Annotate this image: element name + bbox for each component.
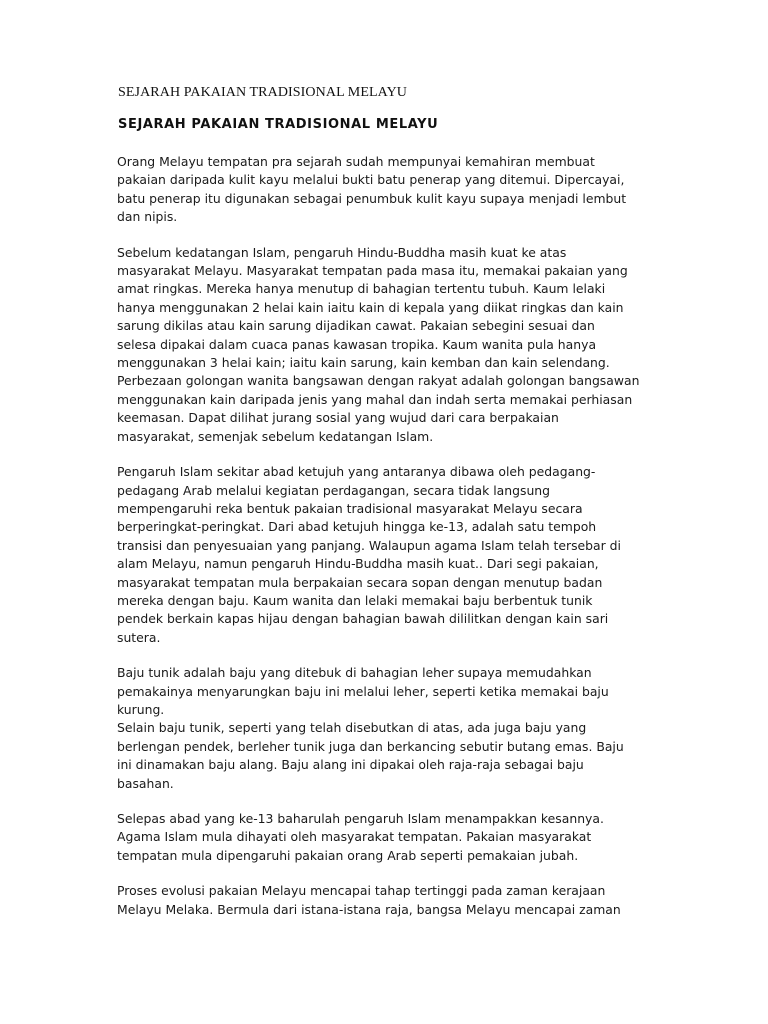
text-line: Agama Islam mula dihayati oleh masyarakat tempatan. Pakaian masyarakat xyxy=(117,829,592,845)
text-line: Baju tunik adalah baju yang ditebuk di bahagian leher supaya memudahkan xyxy=(117,665,592,681)
text-line: Perbezaan golongan wanita bangsawan dengan rakyat adalah golongan bangsawan xyxy=(117,373,640,389)
paragraph-1 xyxy=(117,153,652,227)
text-line: berlengan pendek, berleher tunik juga dan berkancing sebutir butang emas. Baju xyxy=(117,738,624,754)
text-line: menggunakan kain daripada jenis yang mahal dan indah serta memakai perhiasan xyxy=(117,391,633,407)
text-line: keemasan. Dapat dilihat jurang sosial yang wujud dari cara berpakaian xyxy=(117,410,559,426)
paragraph-2 xyxy=(117,244,652,446)
text-line: pedagang Arab melalui kegiatan perdagangan, secara tidak langsung xyxy=(117,482,551,498)
text-line: Selepas abad yang ke-13 baharulah pengaruh Islam menampakkan kesannya. xyxy=(117,811,604,826)
text-line: kurung. xyxy=(117,701,165,717)
document-body xyxy=(117,153,652,936)
paragraph-4 xyxy=(117,664,652,793)
text-line: pakaian daripada kulit kayu melalui bukti batu penerap yang ditemui. Dipercayai, xyxy=(117,172,625,188)
text-line: selesa dipakai dalam cuaca panas kawasan tropika. Kaum wanita pula hanya xyxy=(117,336,597,352)
text-line: mempengaruhi reka bentuk pakaian tradisional masyarakat Melayu secara xyxy=(117,500,583,516)
text-line: masyarakat Melayu. Masyarakat tempatan pada masa itu, memakai pakaian yang xyxy=(117,263,628,279)
text-line: ini dinamakan baju alang. Baju alang ini dipakai oleh raja-raja sebagai baju xyxy=(117,757,584,773)
paragraph-5 xyxy=(117,810,652,865)
text-line: tempatan mula dipengaruhi pakaian orang Arab seperti pemakaian jubah. xyxy=(117,847,579,863)
document-title-sans: SEJARAH PAKAIAN TRADISIONAL MELAYU xyxy=(118,117,439,132)
text-line: Proses evolusi pakaian Melayu mencapai tahap tertinggi pada zaman kerajaan xyxy=(117,883,606,899)
text-line: pendek berkain kapas hijau dengan bahagian bawah dililitkan dengan kain sari xyxy=(117,611,609,627)
paragraph-3 xyxy=(117,463,652,647)
text-line: alam Melayu, namun pengaruh Hindu-Buddha masih kuat.. Dari segi pakaian, xyxy=(117,556,599,572)
text-line: Selain baju tunik, seperti yang telah disebutkan di atas, ada juga baju yang xyxy=(117,720,587,736)
text-line: Melayu Melaka. Bermula dari istana-istana raja, bangsa Melayu mencapai zaman xyxy=(117,901,621,917)
text-line: Orang Melayu tempatan pra sejarah sudah mempunyai kemahiran membuat xyxy=(117,154,595,169)
text-line: sutera. xyxy=(117,629,161,645)
text-line: dan nipis. xyxy=(117,209,178,225)
text-line: Sebelum kedatangan Islam, pengaruh Hindu-Buddha masih kuat ke atas xyxy=(117,244,567,260)
text-line: masyarakat tempatan mula berpakaian secara sopan dengan menutup badan xyxy=(117,574,603,590)
text-line: menggunakan 3 helai kain; iaitu kain sarung, kain kemban dan kain selendang. xyxy=(117,355,610,371)
text-line: sarung dikilas atau kain sarung dijadikan cawat. Pakaian sebegini sesuai dan xyxy=(117,318,595,334)
text-line: amat ringkas. Mereka hanya menutup di bahagian tertentu tubuh. Kaum lelaki xyxy=(117,281,606,297)
text-line: batu penerap itu digunakan sebagai penumbuk kulit kayu supaya menjadi lembut xyxy=(117,190,627,206)
document-title-serif: SEJARAH PAKAIAN TRADISIONAL MELAYU xyxy=(118,85,407,100)
text-line: berperingkat-peringkat. Dari abad ketujuh hingga ke-13, adalah satu tempoh xyxy=(117,519,597,535)
paragraph-6 xyxy=(117,882,652,919)
text-line: masyarakat, semenjak sebelum kedatangan Islam. xyxy=(117,428,434,444)
text-line: pemakainya menyarungkan baju ini melalui leher, seperti ketika memakai baju xyxy=(117,683,609,699)
text-line: hanya menggunakan 2 helai kain iaitu kain di kepala yang diikat ringkas dan kain xyxy=(117,299,624,315)
text-line: basahan. xyxy=(117,775,174,791)
text-line: Pengaruh Islam sekitar abad ketujuh yang antaranya dibawa oleh pedagang- xyxy=(117,464,596,480)
text-line: mereka dengan baju. Kaum wanita dan lelaki memakai baju berbentuk tunik xyxy=(117,592,593,608)
text-line: transisi dan penyesuaian yang panjang. Walaupun agama Islam telah tersebar di xyxy=(117,537,621,553)
